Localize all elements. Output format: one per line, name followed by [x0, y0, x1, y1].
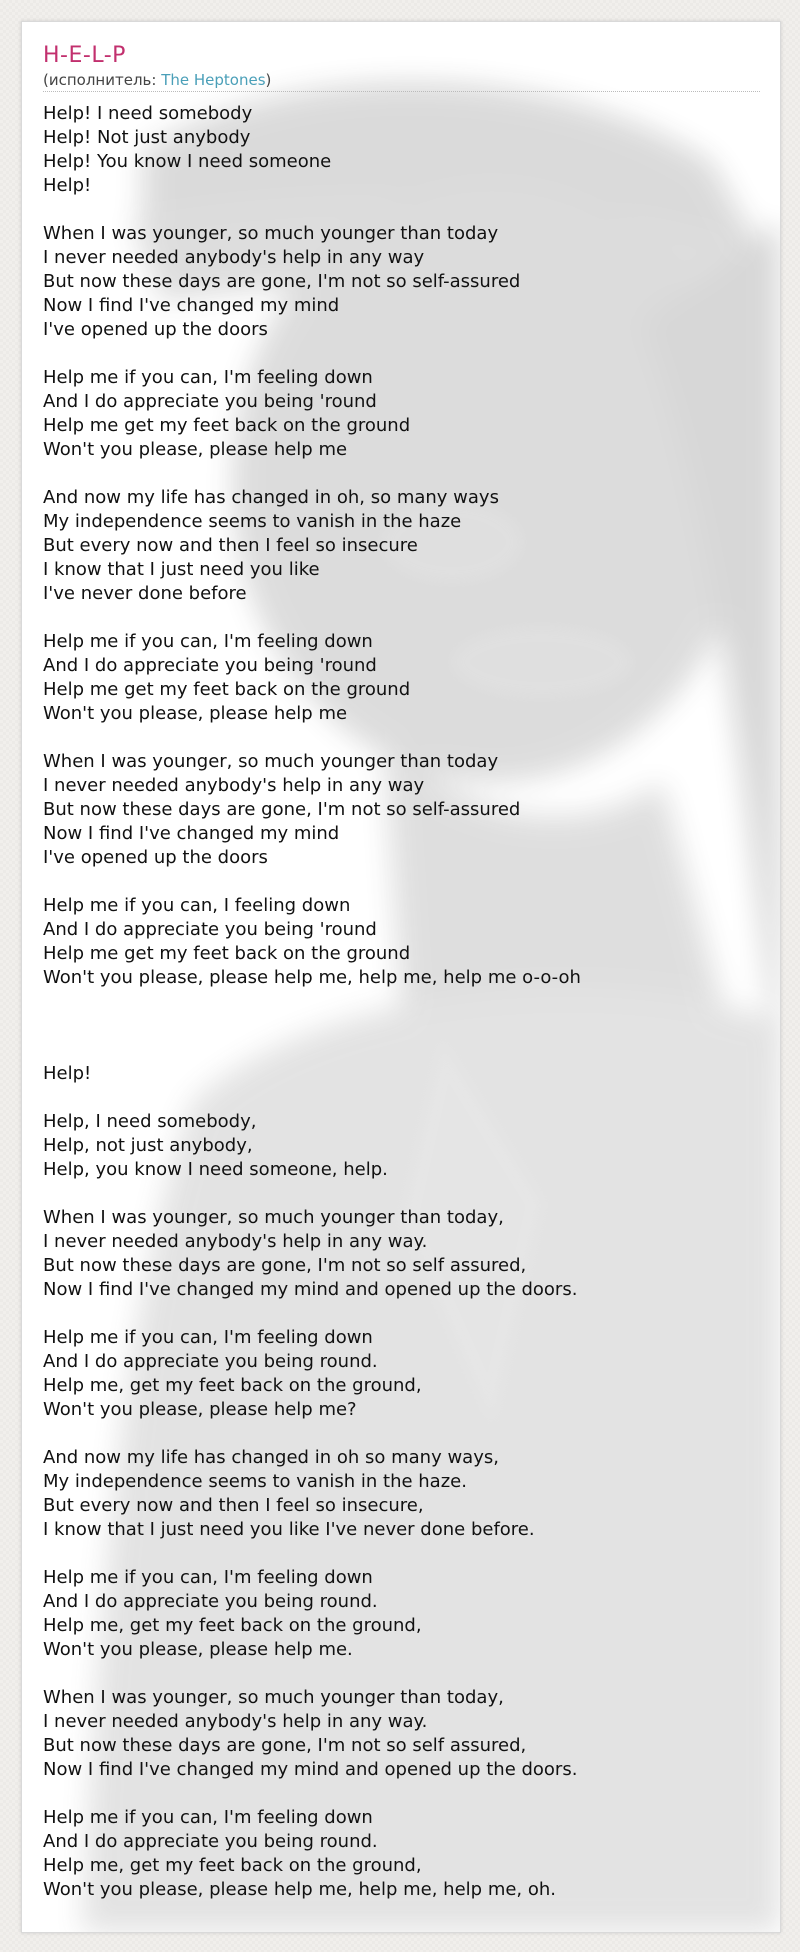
song-content: [43, 42, 760, 1902]
artist-suffix: ): [265, 71, 272, 89]
lyrics-card: [21, 21, 781, 1933]
artist-prefix: (исполнитель:: [43, 71, 162, 89]
lyrics-text: Help! I need somebody Help! Not just anybody Help! You know I need someone Help! When I was younger, so much younger than today I never needed anybody's help in any way But now these days are gone, I'm not so self-assured Now I find I've changed my mind I've opened up the doors Help me if you can, I'm feeling down And I do appreciate you being 'round Help me get my feet back on the ground Won't you please, please help me And now my life has changed in oh, so many ways My independence seems to vanish in the haze But every now and then I feel so insecure I know that I just need you like I've never done before Help me if you can, I'm feeling down And I do appreciate you being 'round Help me get my feet back on the ground Won't you please, please help me When I was younger, so much younger than today I never needed anybody's help in any way But now these days are gone, I'm not so self-assured Now I find I've changed my mind I've opened up the doors Help me if you can, I feeling down And I do appreciate you being 'round Help me get my feet back on the ground Won't you please, please help me, help me, help me o-o-oh Help! Help, I need somebody, Help, not just anybody, Help, you know I need someone, help. When I was younger, so much younger than today, I never needed anybody's help in any way. But now these days are gone, I'm not so self assured, Now I find I've changed my mind and opened up the doors. Help me if you can, I'm feeling down And I do appreciate you being round. Help me, get my feet back on the ground, Won't you please, please help me? And now my life has changed in oh so many ways, My independence seems to vanish in the haze. But every now and then I feel so insecure, I know that I just need you like I've never done before. Help me if you can, I'm feeling down And I do appreciate you being round. Help me, get my feet back on the ground, Won't you please, please help me. When I was younger, so much younger than today, I never needed anybody's help in any way. But now these days are gone, I'm not so self assured, Now I find I've changed my mind and opened up the doors. Help me if you can, I'm feeling down And I do appreciate you being round. Help me, get my feet back on the ground, Won't you please, please help me, help me, help me, oh.: [43, 103, 581, 1900]
artist-link[interactable]: The Heptones: [161, 71, 266, 89]
song-title: H-E-L-P: [43, 43, 126, 68]
artist-line: [43, 70, 760, 92]
